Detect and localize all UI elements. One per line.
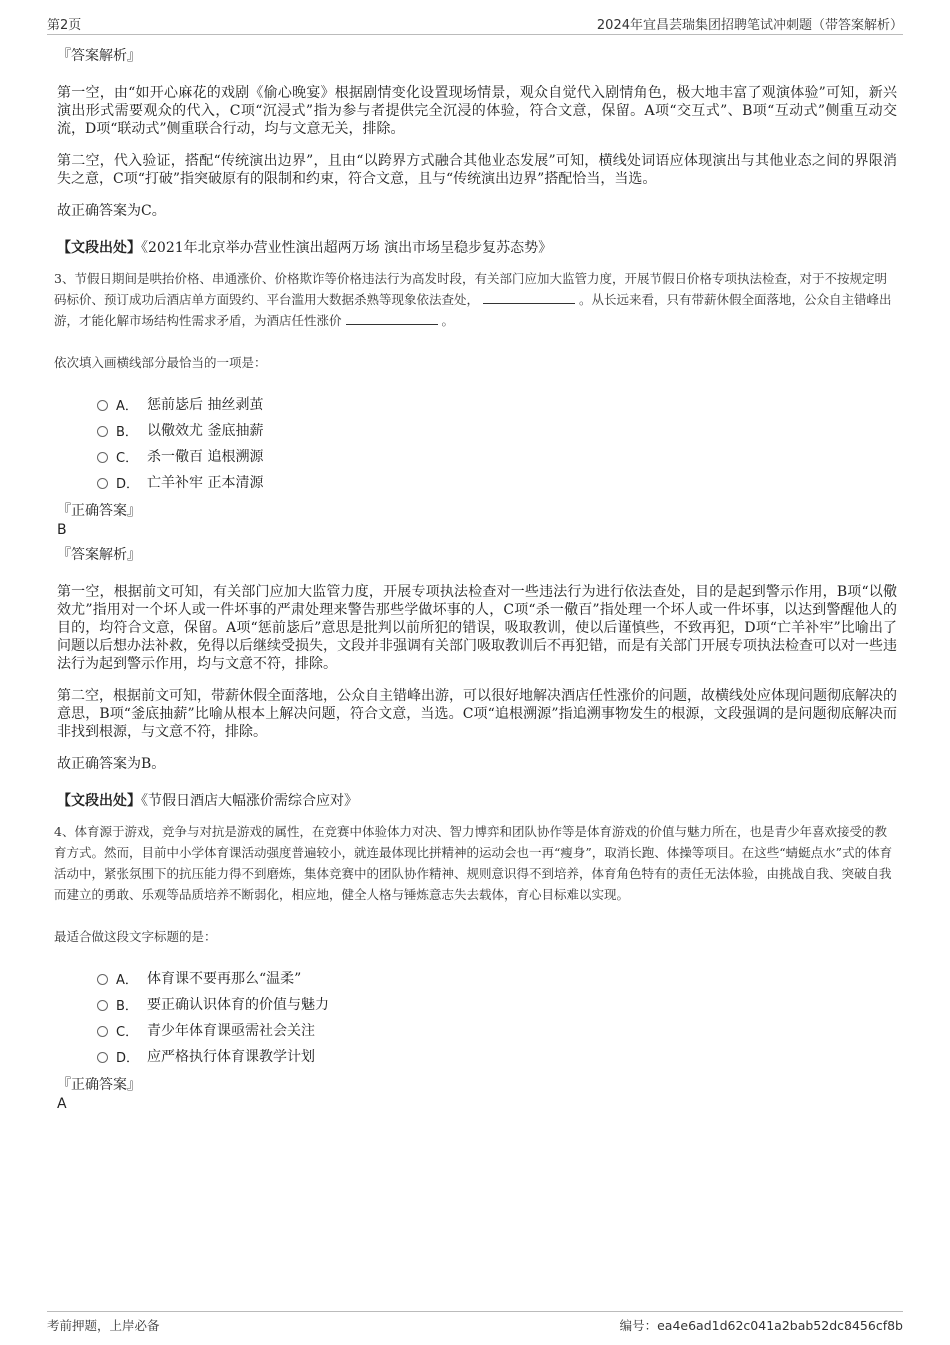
option-letter: B． [116, 424, 138, 440]
radio-icon[interactable] [97, 426, 108, 437]
option-text: 青少年体育课亟需社会关注 [147, 1023, 315, 1039]
q2-analysis-para-1: 第一空，由“如开心麻花的戏剧《偷心晚宴》根据剧情变化设置现场情景，观众自觉代入剧情角色，极大地丰富了观演体验”可知，新兴演出形式需要观众的代入，C项“沉浸式”指为参与者提供完全沉浸的体验，符合文意，保留。A项“交互式”、B项“互动式”侧重互动交流，D项“联动式”侧重联合行动，均与文意无关，排除。 [57, 85, 897, 137]
q4-prompt: 最适合做这段文字标题的是： [54, 929, 217, 944]
radio-icon[interactable] [97, 1052, 108, 1063]
radio-icon[interactable] [97, 1026, 108, 1037]
footer-slogan: 考前押题，上岸必备 [47, 1318, 160, 1333]
q3-analysis-label: 『答案解析』 [57, 547, 141, 563]
q3-source-label: 【文段出处】 [57, 793, 141, 809]
option-letter: A． [116, 398, 138, 414]
q3-option-b[interactable] [97, 417, 897, 443]
q3-analysis-para-1: 第一空，根据前文可知，有关部门应加大监管力度，开展专项执法检查对一些违法行为进行依法查处，目的是起到警示作用，B项“以儆效尤”指用对一个坏人或一件坏事的严肃处理来警告那些学做坏事的人，C项“杀一儆百”指处理一个坏人或一件坏事，以达到警醒他人的目的，均符合文意，保留。A项“惩前毖后”意思是批判以前所犯的错误，吸取教训，使以后谨慎些，不致再犯，D项“亡羊补牢”比喻出了问题以后想办法补救，免得以后继续受损失，文段并非强调有关部门吸取教训后不再犯错，而是有关部门开展专项执法检查可以对一些违法行为起到警示作用，均与文意不符，排除。 [57, 584, 897, 672]
q3-text-part-1: 3、节假日期间是哄抬价格、串通涨价、价格欺诈等价格违法行为高发时段，有关部门应加大监管力度，开展节假日价格专项执法检查，对于不按规定明码标价、预订成功后酒店单方面毁约、平台滥用大数据杀熟等现象依法查处， [54, 271, 887, 307]
q3-conclusion: 故正确答案为B。 [57, 756, 166, 772]
radio-icon[interactable] [97, 974, 108, 985]
option-letter: D． [116, 476, 140, 492]
option-letter: C． [116, 450, 139, 466]
q2-analysis-para-2: 第二空，代入验证，搭配“传统演出边界”，且由“以跨界方式融合其他业态发展”可知，横线处词语应体现演出与其他业态之间的界限消失之意，C项“打破”指突破原有的限制和约束，符合文意，且与“传统演出边界”搭配恰当，当选。 [57, 153, 897, 187]
q4-option-c[interactable] [97, 1017, 897, 1043]
q4-option-b[interactable] [97, 991, 897, 1017]
document-code-label: 编号： [619, 1318, 658, 1333]
q3-text-part-3: 。 [441, 313, 455, 328]
document-code [620, 1316, 903, 1334]
q3-answer-label: 『正确答案』 [57, 503, 141, 519]
option-text: 以儆效尤 釜底抽薪 [147, 423, 264, 439]
q3-text-part-2: 。从长远来看，只有带薪休假全面落地，公众自主错峰出游，才能化解市场结构性需求矛盾，为酒店任性涨价 [54, 292, 892, 328]
q4-answer: A [57, 1096, 67, 1112]
q3-prompt: 依次填入画横线部分最恰当的一项是： [54, 355, 267, 370]
option-letter: B． [116, 998, 138, 1014]
q3-options [97, 391, 897, 495]
option-letter: A． [116, 972, 138, 988]
radio-icon[interactable] [97, 1000, 108, 1011]
page-header [47, 14, 903, 35]
q3-option-d[interactable] [97, 469, 897, 495]
q4-question-text: 4、体育源于游戏，竞争与对抗是游戏的属性，在竞赛中体验体力对决、智力博弈和团队协作等是体育游戏的价值与魅力所在，也是青少年喜欢接受的教育方式。然而，目前中小学体育课活动强度普遍较小，就连最体现比拼精神的运动会也一再“瘦身”，取消长跑、体操等项目。在这些“蜻蜓点水”式的体育活动中，紧张氛围下的抗压能力得不到磨炼，集体竞赛中的团队协作精神、规则意识得不到培养，体育角色特有的责任无法体验，由挑战自我、突破自我而建立的勇敢、乐观等品质培养不断弱化，相应地，健全人格与锤炼意志失去载体，育心目标难以实现。 [54, 824, 893, 902]
option-text: 杀一儆百 追根溯源 [147, 449, 264, 465]
radio-icon[interactable] [97, 452, 108, 463]
option-letter: D． [116, 1050, 140, 1066]
option-letter: C． [116, 1024, 139, 1040]
q2-analysis-label: 『答案解析』 [57, 48, 141, 64]
q3-question-text [54, 268, 894, 331]
q4-answer-label: 『正确答案』 [57, 1077, 141, 1093]
q2-conclusion: 故正确答案为C。 [57, 203, 166, 219]
page-footer [47, 1311, 903, 1336]
q3-option-c[interactable] [97, 443, 897, 469]
page-content [54, 40, 897, 1113]
q3-source-title: 《节假日酒店大幅涨价需综合应对》 [141, 793, 358, 809]
page-number: 第2页 [47, 18, 82, 33]
document-title: 2024年宜昌芸瑞集团招聘笔试冲刺题（带答案解析） [596, 18, 903, 33]
document-code-value: ea4e6ad1d62c041a2bab52dc8456cf8b [657, 1318, 903, 1333]
q3-source [57, 791, 897, 811]
radio-icon[interactable] [97, 478, 108, 489]
q4-options [97, 965, 897, 1069]
q4-option-d[interactable] [97, 1043, 897, 1069]
option-text: 亡羊补牢 正本清源 [147, 475, 264, 491]
radio-icon[interactable] [97, 400, 108, 411]
q4-option-a[interactable] [97, 965, 897, 991]
q2-source-label: 【文段出处】 [57, 240, 141, 256]
option-text: 惩前毖后 抽丝剥茧 [147, 397, 264, 413]
option-text: 要正确认识体育的价值与魅力 [147, 997, 329, 1013]
q2-source [57, 238, 897, 258]
option-text: 应严格执行体育课教学计划 [147, 1049, 315, 1065]
q3-analysis-para-2: 第二空，根据前文可知，带薪休假全面落地，公众自主错峰出游，可以很好地解决酒店任性涨价的问题，故横线处应体现问题彻底解决的意思，B项“釜底抽薪”比喻从根本上解决问题，符合文意，当选。C项“追根溯源”指追溯事物发生的根源，文段强调的是问题彻底解决而非找到根源，与文意不符，排除。 [57, 688, 897, 740]
option-text: 体育课不要再那么“温柔” [147, 971, 302, 987]
q3-option-a[interactable] [97, 391, 897, 417]
q3-blank-2 [346, 312, 438, 325]
q2-source-title: 《2021年北京举办营业性演出超两万场 演出市场呈稳步复苏态势》 [141, 240, 553, 256]
q3-answer: B [57, 522, 67, 538]
q3-blank-1 [483, 291, 575, 304]
